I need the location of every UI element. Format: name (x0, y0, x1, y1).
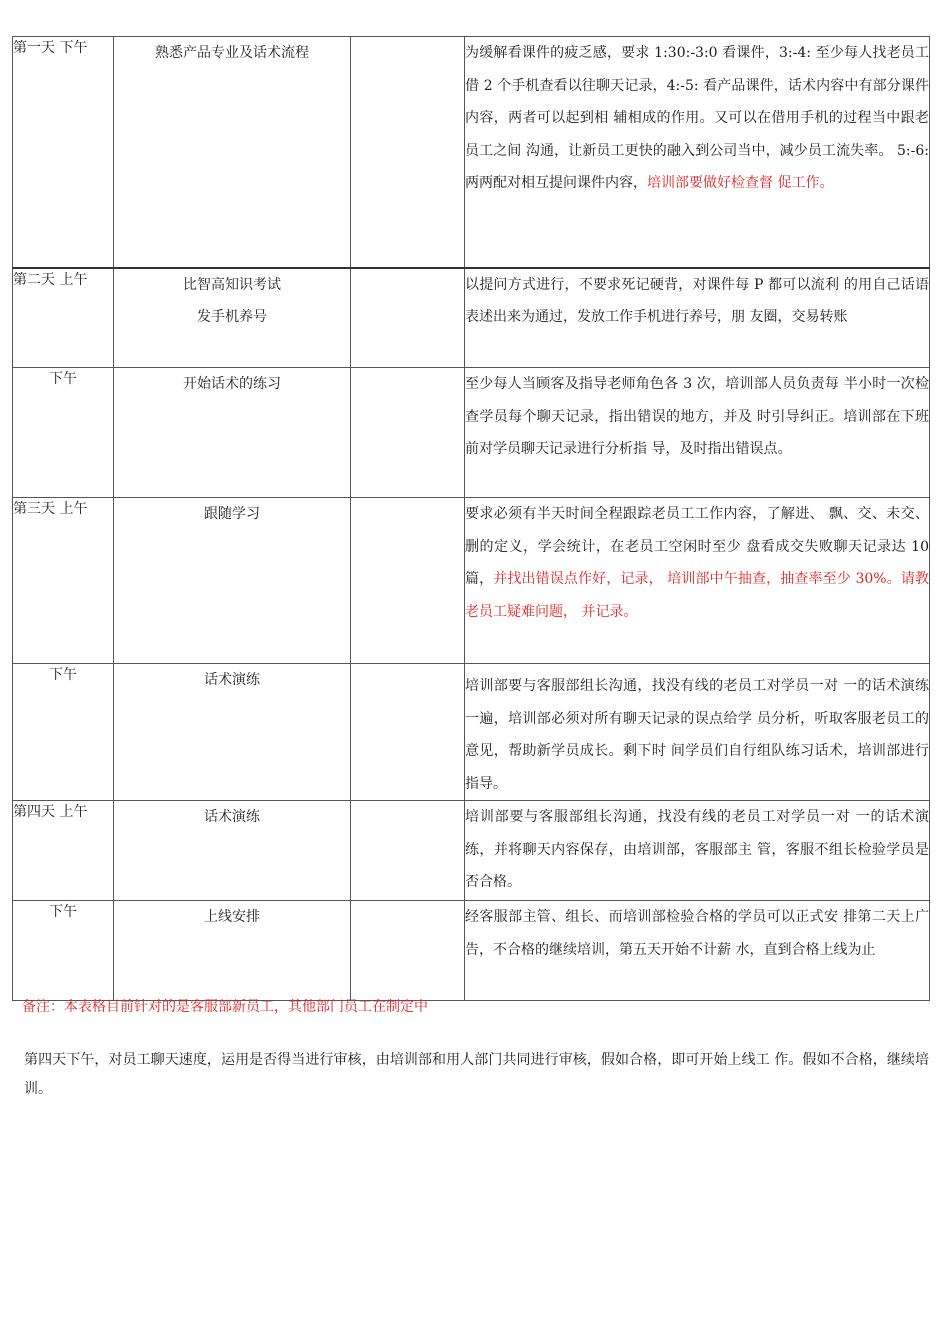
blank-cell (351, 801, 465, 901)
description-text: 至少每人当顾客及指导老师角色各 3 次，培训部人员负责每 半小时一次检查学员每个聊天记录，指出错误的地方，并及 时引导纠正。培训部在下班前对学员聊天记录进行分析指 导，及时指出错误点。 (465, 376, 929, 457)
task-cell (114, 498, 351, 664)
description-cell (465, 801, 930, 901)
description-text: 以提问方式进行，不要求死记硬背，对课件每 P 都可以流利 的用自己话语表述出来为通过，发放工作手机进行养号，朋 友圈，交易转账 (465, 276, 929, 325)
description-cell (465, 268, 930, 368)
description-text: 培训部要与客服部组长沟通，找没有线的老员工对学员一对 一的话术演练一遍，培训部必须对所有聊天记录的误点给学 员分析，听取客服老员工的意见，帮助新学员成长。剩下时 间学员们自行组队练习话术，培训部进行指导。 (465, 678, 929, 792)
blank-cell (351, 37, 465, 268)
blank-cell (351, 901, 465, 1001)
task-cell (114, 37, 351, 268)
time-cell: 下午 (13, 664, 114, 801)
time-cell: 下午 (13, 368, 114, 498)
description-text: 为缓解看课件的疲乏感，要求 1:30:-3:0 看课件，3:-4: 至少每人找老员工借 2 个手机查看以往聊天记录，4:-5: 看产品课件，话术内容中有部分课件内容，两者可以起到相 辅相成的作用。又可以在借用手机的过程当中跟老员工之间 沟通，让新员工更快的融入到公司当中，减少员工流失率。 5:-6:两两配对相互提问课件内容， (465, 45, 929, 191)
description-cell (465, 368, 930, 498)
table-row (13, 498, 930, 664)
description-cell (465, 37, 930, 268)
time-cell: 第四天 上午 (13, 801, 114, 901)
task-cell (114, 368, 351, 498)
description-highlight: 并找出错误点作好，记录， 培训部中午抽查，抽查率至少 30%。请教老员工疑难问题， 并记录。 (465, 571, 929, 620)
task-cell (114, 664, 351, 801)
description-text: 要求必须有半天时间全程跟踪老员工工作内容，了解进、 飘、交、未交、删的定义，学会统计，在老员工空闲时至少 盘看成交失败聊天记录达 10 篇， (465, 506, 929, 587)
task-line: 话术演练 (204, 809, 260, 825)
time-cell: 第二天 上午 (13, 268, 114, 368)
blank-cell (351, 368, 465, 498)
table-row (13, 268, 930, 368)
training-schedule-table (12, 36, 930, 1001)
time-cell: 第三天 上午 (13, 498, 114, 664)
task-cell (114, 268, 351, 368)
description-highlight: 培训部要做好检查督 促工作。 (647, 175, 834, 191)
table-row (13, 801, 930, 901)
blank-cell (351, 498, 465, 664)
task-line: 话术演练 (204, 672, 260, 688)
task-cell (114, 901, 351, 1001)
description-cell (465, 664, 930, 801)
task-line: 上线安排 (204, 909, 260, 925)
table-row (13, 664, 930, 801)
task-line: 跟随学习 (204, 506, 260, 522)
table-row (13, 901, 930, 1001)
table-row (13, 37, 930, 268)
blank-cell (351, 268, 465, 368)
blank-cell (351, 664, 465, 801)
task-cell (114, 801, 351, 901)
description-cell (465, 901, 930, 1001)
time-cell: 下午 (13, 901, 114, 1001)
table-row (13, 368, 930, 498)
description-text: 培训部要与客服部组长沟通，找没有线的老员工对学员一对 一的话术演练，并将聊天内容保存，由培训部，客服部主 管，客服不组长检验学员是否合格。 (465, 809, 929, 890)
task-line: 发手机养号 (197, 308, 267, 325)
task-line: 开始话术的练习 (183, 376, 281, 392)
task-line: 熟悉产品专业及话术流程 (155, 45, 309, 61)
note-text: 备注：本表格目前针对的是客服部新员工，其他部门员工在制定中 (22, 999, 428, 1015)
task-line: 比智高知识考试 (183, 276, 281, 293)
summary-paragraph: 第四天下午，对员工聊天速度，运用是否得当进行审核，由培训部和用人部门共同进行审核，假如合格，即可开始上线工 作。假如不合格，继续培训。 (24, 1052, 929, 1097)
time-cell: 第一天 下午 (13, 37, 114, 268)
description-text: 经客服部主管、组长、而培训部检验合格的学员可以正式安 排第二天上广告，不合格的继续培训，第五天开始不计薪 水，直到合格上线为止 (465, 909, 929, 958)
description-cell (465, 498, 930, 664)
